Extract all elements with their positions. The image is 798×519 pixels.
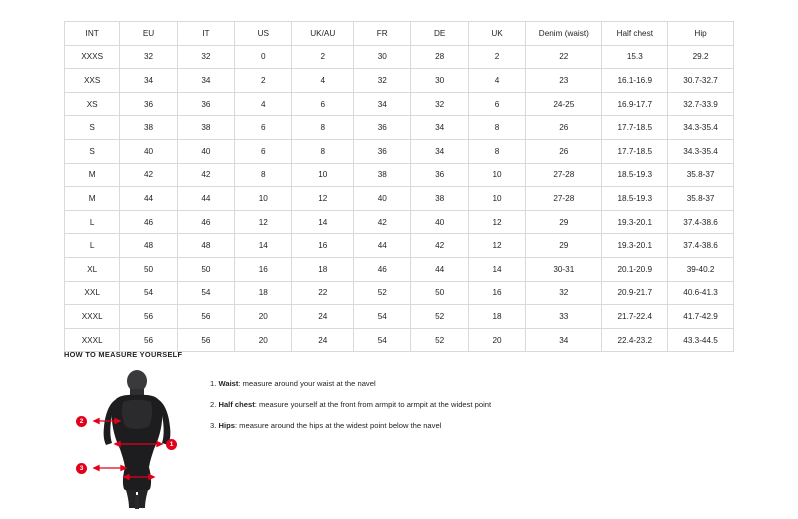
- table-row: [65, 328, 734, 352]
- table-cell: 44: [120, 187, 177, 211]
- table-cell: 14: [292, 210, 354, 234]
- table-cell: 12: [468, 234, 525, 258]
- table-cell: 15.3: [602, 45, 668, 69]
- table-cell: 34.3-35.4: [668, 139, 734, 163]
- table-cell: 32: [411, 92, 468, 116]
- size-chart-head: [65, 22, 734, 46]
- column-header: UK: [468, 22, 525, 46]
- measure-note: [210, 421, 491, 430]
- table-cell: L: [65, 210, 120, 234]
- table-header-row: [65, 22, 734, 46]
- table-cell: S: [65, 139, 120, 163]
- column-header: UK/AU: [292, 22, 354, 46]
- table-cell: 50: [120, 257, 177, 281]
- table-cell: 14: [235, 234, 292, 258]
- table-cell: 36: [354, 139, 411, 163]
- table-cell: 20: [468, 328, 525, 352]
- table-cell: 46: [120, 210, 177, 234]
- table-row: [65, 45, 734, 69]
- table-cell: 54: [177, 281, 234, 305]
- table-cell: 33: [526, 305, 602, 329]
- table-cell: 30.7-32.7: [668, 69, 734, 93]
- size-chart-container: [64, 21, 734, 352]
- table-cell: 27-28: [526, 187, 602, 211]
- size-chart-body: [65, 45, 734, 352]
- measure-badge-3: 3: [76, 463, 87, 474]
- table-cell: 29: [526, 234, 602, 258]
- column-header: Denim (waist): [526, 22, 602, 46]
- column-header: Half chest: [602, 22, 668, 46]
- table-cell: L: [65, 234, 120, 258]
- table-cell: 30-31: [526, 257, 602, 281]
- table-cell: 39-40.2: [668, 257, 734, 281]
- column-header: DE: [411, 22, 468, 46]
- table-cell: 34: [526, 328, 602, 352]
- table-cell: 8: [235, 163, 292, 187]
- table-cell: 24: [292, 305, 354, 329]
- table-cell: 37.4-38.6: [668, 234, 734, 258]
- table-cell: M: [65, 163, 120, 187]
- table-cell: 38: [411, 187, 468, 211]
- table-cell: 41.7-42.9: [668, 305, 734, 329]
- table-cell: 40: [120, 139, 177, 163]
- table-cell: 18.5-19.3: [602, 187, 668, 211]
- column-header: EU: [120, 22, 177, 46]
- table-cell: 40.6-41.3: [668, 281, 734, 305]
- measure-note-number: 1.: [210, 379, 217, 388]
- table-cell: 43.3-44.5: [668, 328, 734, 352]
- column-header: FR: [354, 22, 411, 46]
- column-header: Hip: [668, 22, 734, 46]
- table-cell: 56: [120, 305, 177, 329]
- table-cell: 52: [354, 281, 411, 305]
- table-cell: 20.9-21.7: [602, 281, 668, 305]
- table-cell: 29.2: [668, 45, 734, 69]
- table-cell: XXL: [65, 281, 120, 305]
- table-cell: 8: [468, 139, 525, 163]
- table-cell: 52: [411, 328, 468, 352]
- table-cell: XXXL: [65, 305, 120, 329]
- table-cell: 46: [354, 257, 411, 281]
- table-cell: 38: [120, 116, 177, 140]
- table-cell: 2: [235, 69, 292, 93]
- table-cell: 40: [411, 210, 468, 234]
- table-cell: 6: [235, 139, 292, 163]
- table-row: [65, 163, 734, 187]
- table-cell: 20: [235, 305, 292, 329]
- table-row: [65, 305, 734, 329]
- table-cell: 34: [120, 69, 177, 93]
- table-cell: 48: [177, 234, 234, 258]
- measure-badge-2: 2: [76, 416, 87, 427]
- table-cell: 20: [235, 328, 292, 352]
- table-cell: 2: [468, 45, 525, 69]
- table-cell: 42: [120, 163, 177, 187]
- table-cell: 35.8-37: [668, 163, 734, 187]
- table-cell: 32: [177, 45, 234, 69]
- measure-note-number: 3.: [210, 421, 217, 431]
- table-cell: 12: [235, 210, 292, 234]
- table-cell: 37.4-38.6: [668, 210, 734, 234]
- measure-note-number: 2.: [210, 400, 217, 410]
- table-cell: 44: [411, 257, 468, 281]
- how-to-measure-title: HOW TO MEASURE YOURSELF: [64, 350, 183, 359]
- table-row: [65, 257, 734, 281]
- table-cell: 35.8-37: [668, 187, 734, 211]
- table-cell: 56: [177, 305, 234, 329]
- table-cell: 50: [411, 281, 468, 305]
- table-cell: 18: [235, 281, 292, 305]
- table-cell: 38: [354, 163, 411, 187]
- table-cell: 8: [292, 116, 354, 140]
- table-cell: 52: [411, 305, 468, 329]
- table-cell: 12: [292, 187, 354, 211]
- table-row: [65, 116, 734, 140]
- table-cell: 16.9-17.7: [602, 92, 668, 116]
- table-cell: 46: [177, 210, 234, 234]
- table-cell: XS: [65, 92, 120, 116]
- table-cell: 19.3-20.1: [602, 234, 668, 258]
- table-cell: 10: [468, 163, 525, 187]
- table-cell: 2: [292, 45, 354, 69]
- table-cell: 34: [411, 116, 468, 140]
- table-cell: 16: [292, 234, 354, 258]
- table-cell: 32: [120, 45, 177, 69]
- table-cell: 6: [468, 92, 525, 116]
- mannequin-illustration: [82, 369, 192, 509]
- table-cell: 24-25: [526, 92, 602, 116]
- table-cell: 17.7-18.5: [602, 116, 668, 140]
- table-cell: 54: [354, 305, 411, 329]
- column-header: INT: [65, 22, 120, 46]
- table-cell: 56: [177, 328, 234, 352]
- table-cell: 30: [411, 69, 468, 93]
- table-cell: XXXS: [65, 45, 120, 69]
- table-cell: 16: [468, 281, 525, 305]
- table-row: [65, 92, 734, 116]
- measure-badge-1: 1: [166, 439, 177, 450]
- table-row: [65, 281, 734, 305]
- table-cell: 34.3-35.4: [668, 116, 734, 140]
- table-cell: 36: [411, 163, 468, 187]
- table-cell: 19.3-20.1: [602, 210, 668, 234]
- table-cell: 4: [468, 69, 525, 93]
- table-cell: XXXL: [65, 328, 120, 352]
- table-cell: 20.1-20.9: [602, 257, 668, 281]
- size-chart-table: [64, 21, 734, 352]
- table-cell: 22: [292, 281, 354, 305]
- table-cell: 4: [292, 69, 354, 93]
- table-cell: 6: [235, 116, 292, 140]
- table-cell: 32: [526, 281, 602, 305]
- table-cell: 32.7-33.9: [668, 92, 734, 116]
- table-cell: 14: [468, 257, 525, 281]
- measure-note-term: Half chest: [218, 400, 255, 410]
- measure-note-term: Hips: [218, 421, 235, 431]
- measure-note-text: : measure around the hips at the widest point below the navel: [234, 421, 442, 431]
- table-cell: 17.7-18.5: [602, 139, 668, 163]
- table-cell: 34: [354, 92, 411, 116]
- table-cell: 38: [177, 116, 234, 140]
- table-cell: M: [65, 187, 120, 211]
- table-cell: 22: [526, 45, 602, 69]
- measure-notes-list: [210, 369, 491, 442]
- table-cell: 6: [292, 92, 354, 116]
- table-cell: 26: [526, 116, 602, 140]
- table-cell: 36: [177, 92, 234, 116]
- table-cell: 44: [354, 234, 411, 258]
- table-cell: 18: [292, 257, 354, 281]
- measure-note: [210, 379, 491, 388]
- table-cell: 22.4-23.2: [602, 328, 668, 352]
- table-row: [65, 187, 734, 211]
- table-cell: 21.7-22.4: [602, 305, 668, 329]
- column-header: IT: [177, 22, 234, 46]
- table-cell: 16.1-16.9: [602, 69, 668, 93]
- table-cell: 50: [177, 257, 234, 281]
- table-cell: 36: [120, 92, 177, 116]
- table-cell: 56: [120, 328, 177, 352]
- table-cell: 34: [177, 69, 234, 93]
- table-cell: 40: [177, 139, 234, 163]
- measure-note: [210, 400, 491, 409]
- table-cell: 0: [235, 45, 292, 69]
- table-cell: 54: [354, 328, 411, 352]
- table-cell: 12: [468, 210, 525, 234]
- table-cell: 27-28: [526, 163, 602, 187]
- table-cell: 36: [354, 116, 411, 140]
- table-row: [65, 69, 734, 93]
- table-cell: 8: [292, 139, 354, 163]
- table-cell: 4: [235, 92, 292, 116]
- mannequin-figure: [79, 369, 192, 509]
- table-cell: 40: [354, 187, 411, 211]
- table-cell: 42: [177, 163, 234, 187]
- table-cell: S: [65, 116, 120, 140]
- table-cell: 10: [292, 163, 354, 187]
- table-cell: 8: [468, 116, 525, 140]
- table-cell: 23: [526, 69, 602, 93]
- table-cell: 18: [468, 305, 525, 329]
- table-cell: 18.5-19.3: [602, 163, 668, 187]
- table-cell: 16: [235, 257, 292, 281]
- table-cell: 29: [526, 210, 602, 234]
- table-row: [65, 210, 734, 234]
- table-cell: 32: [354, 69, 411, 93]
- measure-note-term: Waist: [218, 379, 239, 388]
- column-header: US: [235, 22, 292, 46]
- table-cell: 28: [411, 45, 468, 69]
- table-cell: 34: [411, 139, 468, 163]
- table-cell: 54: [120, 281, 177, 305]
- how-to-measure-section: [64, 350, 734, 509]
- table-cell: 24: [292, 328, 354, 352]
- measure-note-text: : measure yourself at the front from armpit to armpit at the widest point: [254, 400, 492, 410]
- table-cell: 44: [177, 187, 234, 211]
- table-cell: 10: [235, 187, 292, 211]
- table-cell: XL: [65, 257, 120, 281]
- table-cell: 48: [120, 234, 177, 258]
- table-row: [65, 139, 734, 163]
- measure-note-text: : measure around your waist at the navel: [238, 379, 376, 388]
- table-cell: 42: [411, 234, 468, 258]
- table-cell: 26: [526, 139, 602, 163]
- table-row: [65, 234, 734, 258]
- table-cell: 10: [468, 187, 525, 211]
- table-cell: 30: [354, 45, 411, 69]
- table-cell: XXS: [65, 69, 120, 93]
- how-to-measure-body: [64, 369, 734, 509]
- table-cell: 42: [354, 210, 411, 234]
